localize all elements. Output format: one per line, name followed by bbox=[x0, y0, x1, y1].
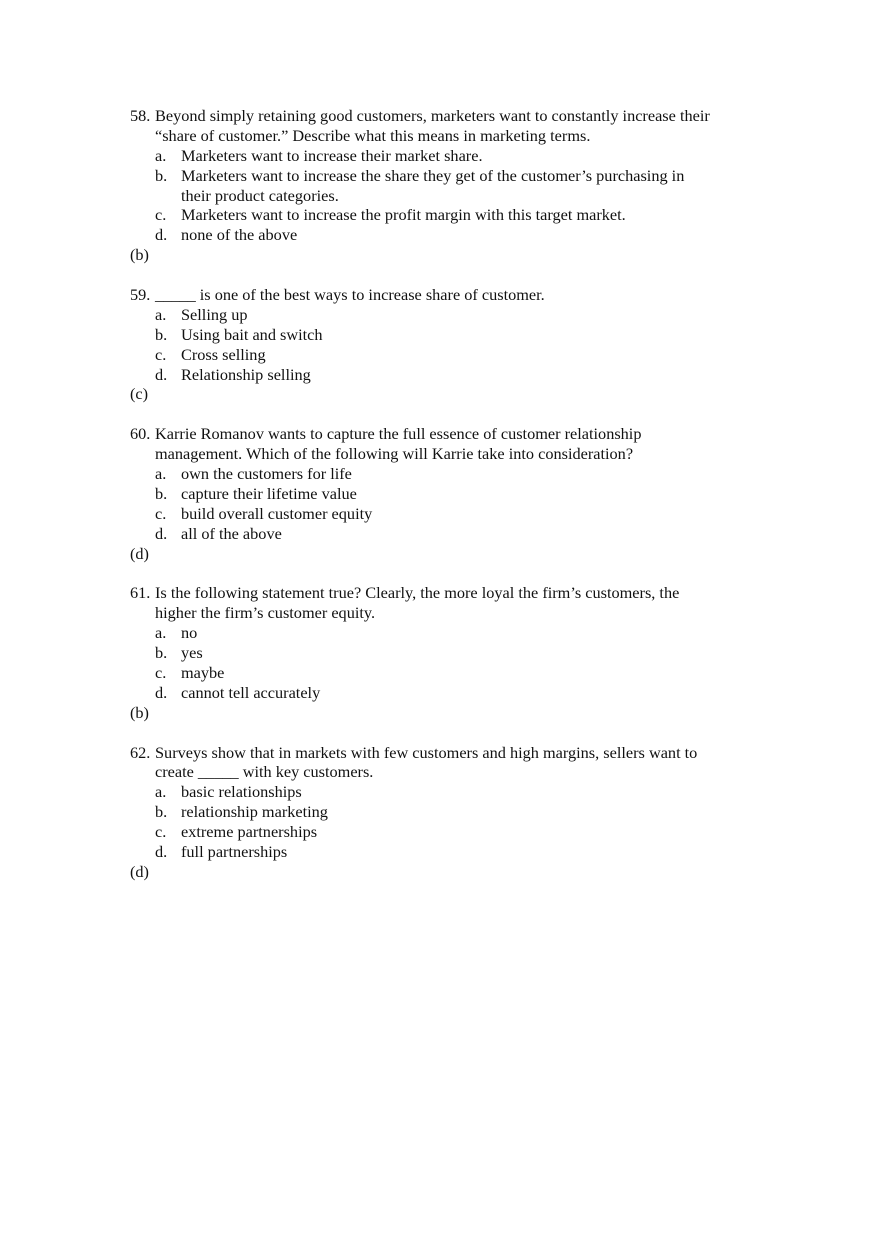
option-letter: c. bbox=[155, 344, 167, 364]
answer-key: (b) bbox=[130, 245, 149, 265]
answer-key: (c) bbox=[130, 384, 149, 404]
question-text: Is the following statement true? Clearly, the more loyal the firm’s customers, the bbox=[155, 583, 680, 603]
option-letter: c. bbox=[155, 822, 167, 842]
option-text: all of the above bbox=[181, 523, 282, 543]
question-line bbox=[130, 444, 770, 464]
question-block bbox=[130, 583, 770, 742]
option-text: none of the above bbox=[181, 225, 298, 245]
blank-line bbox=[130, 404, 770, 424]
option-letter: b. bbox=[155, 802, 168, 822]
option-letter: b. bbox=[155, 643, 168, 663]
option-letter: c. bbox=[155, 503, 167, 523]
question-line bbox=[130, 126, 770, 146]
question-number: 60. bbox=[130, 424, 151, 444]
option-letter: c. bbox=[155, 662, 167, 682]
option-line bbox=[130, 504, 770, 524]
option-line bbox=[130, 345, 770, 365]
option-letter: b. bbox=[155, 483, 168, 503]
option-letter: b. bbox=[155, 324, 168, 344]
option-line bbox=[130, 524, 770, 544]
option-text: cannot tell accurately bbox=[181, 682, 321, 702]
option-text: Using bait and switch bbox=[181, 324, 323, 344]
blank-line bbox=[130, 723, 770, 743]
answer-key: (d) bbox=[130, 543, 149, 563]
option-text: build overall customer equity bbox=[181, 503, 373, 523]
option-letter: b. bbox=[155, 165, 168, 185]
question-block bbox=[130, 424, 770, 583]
question-text: Karrie Romanov wants to capture the full essence of customer relationship bbox=[155, 424, 642, 444]
answer-line bbox=[130, 703, 770, 723]
question-text: Beyond simply retaining good customers, marketers want to constantly increase their bbox=[155, 106, 710, 125]
option-text: Cross selling bbox=[181, 344, 266, 364]
answer-key: (b) bbox=[130, 702, 149, 722]
option-text: own the customers for life bbox=[181, 464, 352, 484]
answer-line bbox=[130, 862, 770, 882]
option-text: their product categories. bbox=[181, 185, 339, 205]
option-line bbox=[130, 683, 770, 703]
question-number: 62. bbox=[130, 742, 151, 762]
option-text: Marketers want to increase the profit margin with this target market. bbox=[181, 205, 626, 225]
option-letter: a. bbox=[155, 304, 167, 324]
blank-line bbox=[130, 882, 770, 902]
answer-line bbox=[130, 245, 770, 265]
question-text: _____ is one of the best ways to increase share of customer. bbox=[155, 285, 545, 305]
option-text: capture their lifetime value bbox=[181, 483, 357, 503]
option-text: Marketers want to increase their market share. bbox=[181, 145, 483, 165]
option-line bbox=[130, 623, 770, 643]
option-text: Marketers want to increase the share they get of the customer’s purchasing in bbox=[181, 165, 685, 185]
option-letter: a. bbox=[155, 464, 167, 484]
option-text: Selling up bbox=[181, 304, 248, 324]
question-line bbox=[130, 743, 770, 763]
option-text: Relationship selling bbox=[181, 364, 311, 384]
option-line bbox=[130, 146, 770, 166]
option-text: full partnerships bbox=[181, 841, 288, 861]
option-text: no bbox=[181, 623, 198, 643]
option-line bbox=[130, 305, 770, 325]
question-number: 58. bbox=[130, 106, 151, 125]
question-number: 61. bbox=[130, 583, 151, 603]
option-line bbox=[130, 484, 770, 504]
answer-line bbox=[130, 384, 770, 404]
blank-line bbox=[130, 563, 770, 583]
question-number: 59. bbox=[130, 285, 151, 305]
option-letter: d. bbox=[155, 523, 168, 543]
option-letter: a. bbox=[155, 145, 167, 165]
option-text: basic relationships bbox=[181, 782, 302, 802]
question-line bbox=[130, 106, 770, 126]
option-letter: c. bbox=[155, 205, 167, 225]
option-line bbox=[130, 663, 770, 683]
question-text: Surveys show that in markets with few customers and high margins, sellers want to bbox=[155, 742, 698, 762]
option-text: yes bbox=[181, 643, 203, 663]
answer-key: (d) bbox=[130, 861, 149, 881]
blank-line bbox=[130, 265, 770, 285]
question-text: “share of customer.” Describe what this means in marketing terms. bbox=[155, 125, 591, 145]
option-line bbox=[130, 782, 770, 802]
option-line bbox=[130, 225, 770, 245]
option-letter: d. bbox=[155, 841, 168, 861]
option-text: relationship marketing bbox=[181, 802, 328, 822]
option-line bbox=[130, 365, 770, 385]
document-page bbox=[130, 106, 770, 902]
option-line bbox=[130, 822, 770, 842]
option-line bbox=[130, 802, 770, 822]
option-letter: a. bbox=[155, 782, 167, 802]
option-letter: a. bbox=[155, 623, 167, 643]
option-line bbox=[130, 464, 770, 484]
option-line bbox=[130, 166, 770, 186]
question-line bbox=[130, 762, 770, 782]
question-line bbox=[130, 583, 770, 603]
option-letter: d. bbox=[155, 225, 168, 245]
option-line bbox=[130, 186, 770, 206]
option-line bbox=[130, 205, 770, 225]
option-line bbox=[130, 325, 770, 345]
question-line bbox=[130, 424, 770, 444]
answer-line bbox=[130, 544, 770, 564]
option-line bbox=[130, 842, 770, 862]
option-text: maybe bbox=[181, 662, 225, 682]
option-line bbox=[130, 643, 770, 663]
option-text: extreme partnerships bbox=[181, 822, 318, 842]
question-block bbox=[130, 743, 770, 902]
question-text: higher the firm’s customer equity. bbox=[155, 603, 376, 623]
option-letter: d. bbox=[155, 364, 168, 384]
question-line bbox=[130, 603, 770, 623]
option-letter: d. bbox=[155, 682, 168, 702]
question-text: create _____ with key customers. bbox=[155, 762, 374, 782]
question-text: management. Which of the following will Karrie take into consideration? bbox=[155, 444, 634, 464]
question-block bbox=[130, 106, 770, 285]
question-block bbox=[130, 285, 770, 424]
question-line bbox=[130, 285, 770, 305]
